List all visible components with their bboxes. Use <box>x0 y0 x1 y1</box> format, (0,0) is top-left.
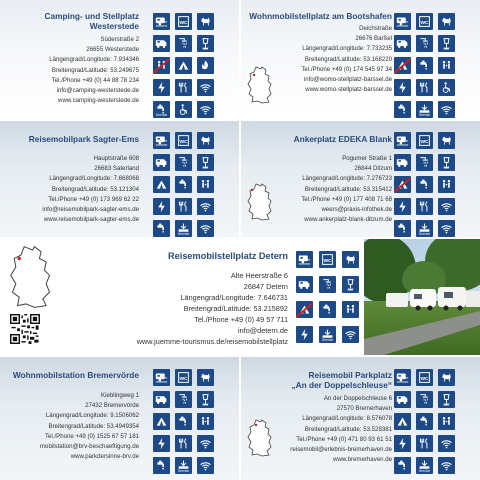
website-line[interactable]: www.juemme-tourismus.de/reisemobilstellplatz <box>136 337 288 346</box>
family-icon <box>438 413 455 430</box>
address-line: Breitengrad/Latitude: 53.4949354 <box>48 422 139 430</box>
amenity-icons <box>153 369 214 474</box>
website-line[interactable]: www.reisemobilpark-sagter-ems.de <box>43 216 139 224</box>
shower-icon <box>416 154 433 171</box>
motorhome-icon <box>153 35 170 52</box>
svg-text:WC: WC <box>179 20 188 26</box>
sat-label: SAT <box>202 403 209 407</box>
glass-icon <box>438 35 455 52</box>
address-line: Breitengrad/Latitude: 53.315412 <box>304 185 392 193</box>
glass-icon <box>438 154 455 171</box>
shower-icon <box>175 391 192 408</box>
service-label: Service <box>418 232 431 236</box>
restaurant-icon <box>416 198 433 215</box>
address-line: Tel./Phone +49 (0) 177 408 71 68 <box>301 195 392 203</box>
family-icon <box>342 301 359 318</box>
wheelchair-icon <box>438 79 455 96</box>
address-line: Tel./Phone +49 (0) 1525 67 57 181 <box>44 432 139 440</box>
address-line: Längengrad/Longitude: 7.668068 <box>49 175 139 183</box>
sat-label: SAT <box>443 47 450 51</box>
dog-icon <box>438 13 455 30</box>
card-address <box>290 394 392 465</box>
address-line: Längengrad/Longitude: 7.733235 <box>302 45 392 53</box>
address-line: Längengrad/Longitude: 7.276723 <box>302 175 392 183</box>
restaurant-icon <box>175 198 192 215</box>
dump-icon <box>416 101 433 118</box>
address-line: Pogumer Straße 1 <box>342 155 392 162</box>
card-address <box>137 270 288 347</box>
shower-icon <box>175 154 192 171</box>
card-ditzum <box>241 121 480 237</box>
toilet-icon <box>175 13 192 30</box>
svg-text:WC: WC <box>420 139 429 145</box>
address-line: 26676 Barßel <box>355 35 392 43</box>
email-line[interactable]: info@detern.de <box>237 326 288 335</box>
card-title: Wohnmobilstation Bremervörde <box>12 370 139 380</box>
email-line[interactable]: info@reisemobilpark-sagter-ems.de <box>42 206 139 214</box>
family-icon <box>438 176 455 193</box>
address-line: Längengrad/Longitude: 9.1506062 <box>45 412 139 420</box>
address-line: Längengrad/Longitude: 7.646731 <box>180 293 288 302</box>
address-line: Deichstraße <box>359 25 392 32</box>
service-label: Service <box>418 469 431 473</box>
shower-icon <box>416 35 433 52</box>
address-line: 27570 Bremerhaven <box>336 405 392 413</box>
glass-icon <box>438 391 455 408</box>
tap-icon <box>416 57 433 74</box>
card-westerstede <box>0 0 239 119</box>
caravan-icon <box>153 13 170 30</box>
tap-icon <box>416 176 433 193</box>
address-line: An der Doppelschleuse 6 <box>323 395 392 402</box>
wifi-icon <box>438 457 455 474</box>
address-line: 26844 Ditzum <box>354 165 392 173</box>
address-line: 26655 Westerstede <box>86 46 139 54</box>
card-bremervoerde <box>0 357 239 480</box>
shower-icon <box>416 391 433 408</box>
caravan-icon <box>296 251 313 268</box>
tent-icon <box>175 57 192 74</box>
caravan-icon <box>394 132 411 149</box>
address-line: Tel./Phone +49 (0) 173 969 62 22 <box>48 195 139 203</box>
glass-icon <box>342 276 359 293</box>
service-label: Service <box>155 113 168 117</box>
card-title-line: Reisemobil Parkplatz <box>308 370 392 380</box>
dump-icon <box>416 457 433 474</box>
electric-icon <box>153 435 170 452</box>
caravan-icon <box>153 369 170 386</box>
amenity-icons <box>394 13 455 118</box>
wifi-icon <box>197 457 214 474</box>
qr-code-icon[interactable] <box>10 314 40 344</box>
motorhome-icon <box>296 276 313 293</box>
tap-icon <box>319 301 336 318</box>
motorhome-icon <box>153 154 170 171</box>
address-line: 26683 Saterland <box>94 165 139 173</box>
tent-icon <box>394 176 411 193</box>
service-label: Service <box>418 113 431 117</box>
dump-icon <box>416 220 433 237</box>
address-line: Süderstraße 2 <box>100 36 139 43</box>
shower-icon <box>319 276 336 293</box>
family-icon <box>197 413 214 430</box>
svg-text:WC: WC <box>179 376 188 382</box>
card-barssel <box>241 0 480 119</box>
amenity-icons <box>153 13 214 118</box>
tent-icon <box>394 57 411 74</box>
restaurant-icon <box>175 435 192 452</box>
card-address <box>301 24 392 95</box>
svg-text:WC: WC <box>179 139 188 145</box>
card-title: Reisemobilstellplatz Detern <box>168 251 288 261</box>
family-icon <box>438 57 455 74</box>
amenity-icons <box>153 132 214 237</box>
sat-label: SAT <box>202 47 209 51</box>
wifi-icon <box>197 220 214 237</box>
dog-icon <box>197 132 214 149</box>
wifi-icon <box>438 435 455 452</box>
wifi-icon <box>197 79 214 96</box>
campsite-photo <box>364 239 480 355</box>
card-address <box>42 154 139 225</box>
dog-icon <box>438 132 455 149</box>
glass-icon <box>197 391 214 408</box>
glass-icon <box>197 35 214 52</box>
address-line: Tel./Phone +49 (0) 44 88 78 234 <box>51 76 139 84</box>
toilet-icon <box>175 369 192 386</box>
card-address <box>40 391 139 462</box>
electric-icon <box>296 326 313 343</box>
card-title: Ankerplatz EDEKA Blank <box>293 134 392 144</box>
germany-map-icon <box>247 183 273 221</box>
service-label: Service <box>177 469 190 473</box>
restaurant-icon <box>416 79 433 96</box>
tap-icon <box>175 176 192 193</box>
tent-icon <box>153 176 170 193</box>
card-title-line: Camping- und Stellplatz <box>44 11 139 21</box>
card-bremerhaven <box>241 357 480 480</box>
card-address <box>301 154 392 225</box>
website-line[interactable]: www.bremerhaven.de <box>333 456 392 464</box>
sat-label: SAT <box>443 403 450 407</box>
dump-icon <box>175 220 192 237</box>
email-line[interactable]: reisemobil@erlebnis-bremerhaven.de <box>290 446 392 454</box>
germany-map-icon <box>247 66 273 104</box>
tap-icon <box>153 457 170 474</box>
wifi-icon <box>438 101 455 118</box>
address-line: 26847 Detern <box>243 282 288 291</box>
germany-map-icon <box>8 245 54 309</box>
wifi-icon <box>342 326 359 343</box>
service-label: Service <box>177 232 190 236</box>
address-line: Breitengrad/Latitude: 53.168220 <box>304 55 392 63</box>
amenity-icons <box>296 251 359 343</box>
address-line: Tel./Phone +49 (0) 174 545 97 34 <box>301 65 392 73</box>
website-line[interactable]: www.ankerplatz-blank-ditzum.de <box>304 216 392 224</box>
card-sagter-ems <box>0 121 239 237</box>
card-title: Wohnmobilstellplatz am Bootshafen <box>249 11 392 21</box>
glass-icon <box>197 154 214 171</box>
restaurant-icon <box>416 435 433 452</box>
sat-label: SAT <box>202 166 209 170</box>
toilet-icon <box>416 13 433 30</box>
address-line: Tel./Phone +49 (0) 471 80 93 61 51 <box>296 435 392 443</box>
address-line: 27432 Bremervörde <box>85 402 139 410</box>
electric-icon <box>394 79 411 96</box>
sat-label: SAT <box>347 288 354 292</box>
email-line[interactable]: info@camping-westerstede.de <box>56 87 139 95</box>
sat-label: SAT <box>443 166 450 170</box>
germany-map-icon <box>247 419 273 457</box>
tap-icon <box>153 101 170 118</box>
wifi-icon <box>197 198 214 215</box>
address-line: Breitengrad/Latitude: 53.121304 <box>51 185 139 193</box>
toilet-icon <box>175 132 192 149</box>
electric-icon <box>394 198 411 215</box>
motorhome-icon <box>394 154 411 171</box>
wifi-icon <box>197 101 214 118</box>
tap-icon <box>394 457 411 474</box>
tap-icon <box>175 413 192 430</box>
svg-text:WC: WC <box>323 258 332 264</box>
tent-icon <box>296 301 313 318</box>
svg-text:WC: WC <box>420 20 429 26</box>
service-label: Service <box>321 338 334 342</box>
electric-icon <box>153 198 170 215</box>
amenity-icons <box>394 369 455 474</box>
email-line[interactable]: info@womo-stellplatz-barssel.de <box>303 76 392 84</box>
website-line[interactable]: www.womo-stellplatz-barssel.de <box>305 86 392 94</box>
toilet-icon <box>416 132 433 149</box>
website-line[interactable]: www.parkdersinne-brv.de <box>70 453 139 461</box>
address-line: Längengrad/Longitude: 7.934346 <box>49 56 139 64</box>
tent-icon <box>153 413 170 430</box>
wifi-icon <box>197 435 214 452</box>
tent-icon <box>394 413 411 430</box>
tap-icon <box>416 413 433 430</box>
card-title-line: Westerstede <box>89 21 139 31</box>
address-line: Hauptstraße 608 <box>93 155 139 162</box>
toilet-icon <box>416 369 433 386</box>
dog-icon <box>197 369 214 386</box>
wheelchair-icon <box>175 101 192 118</box>
dog-icon <box>438 369 455 386</box>
address-line: Kieblingweg 1 <box>101 392 139 399</box>
electric-icon <box>153 79 170 96</box>
tap-icon <box>394 220 411 237</box>
card-title <box>0 11 139 31</box>
fire-icon <box>197 57 214 74</box>
wifi-icon <box>438 198 455 215</box>
dump-icon <box>319 326 336 343</box>
wifi-icon <box>438 220 455 237</box>
tap-icon <box>394 101 411 118</box>
address-line: Breitengrad/Latitude: 53.528381 <box>304 425 392 433</box>
email-line[interactable]: mobilstation@brv-beschaeftigung.de <box>39 443 139 451</box>
family-icon <box>153 57 170 74</box>
family-icon <box>197 176 214 193</box>
address-line: Längengrad/Longitude: 8.576078 <box>302 415 392 423</box>
dump-icon <box>175 457 192 474</box>
electric-icon <box>394 435 411 452</box>
card-title-line: „An der Doppelschleuse“ <box>291 380 392 390</box>
card-title: Reisemobilpark Sagter-Ems <box>28 134 139 144</box>
address-line: Alte Heerstraße 6 <box>230 271 288 280</box>
motorhome-icon <box>153 391 170 408</box>
amenity-icons <box>394 132 455 237</box>
tap-icon <box>153 220 170 237</box>
address-line: Breitengrad/Latitude: 53.215892 <box>183 304 288 313</box>
dog-icon <box>197 13 214 30</box>
motorhome-icon <box>394 391 411 408</box>
email-line[interactable]: weers@praxis-infothek.de <box>321 206 392 214</box>
address-line: Tel./Phone +49 (0) 49 57 711 <box>194 315 288 324</box>
toilet-icon <box>319 251 336 268</box>
card-address <box>49 35 139 106</box>
restaurant-icon <box>175 79 192 96</box>
dog-icon <box>342 251 359 268</box>
caravan-icon <box>153 132 170 149</box>
website-line[interactable]: www.camping-westerstede.de <box>58 97 139 105</box>
card-title <box>242 370 392 390</box>
caravan-icon <box>394 13 411 30</box>
shower-icon <box>175 35 192 52</box>
address-line: Breitengrad/Latitude: 53.249675 <box>51 66 139 74</box>
caravan-icon <box>394 369 411 386</box>
motorhome-icon <box>394 35 411 52</box>
svg-text:WC: WC <box>420 376 429 382</box>
